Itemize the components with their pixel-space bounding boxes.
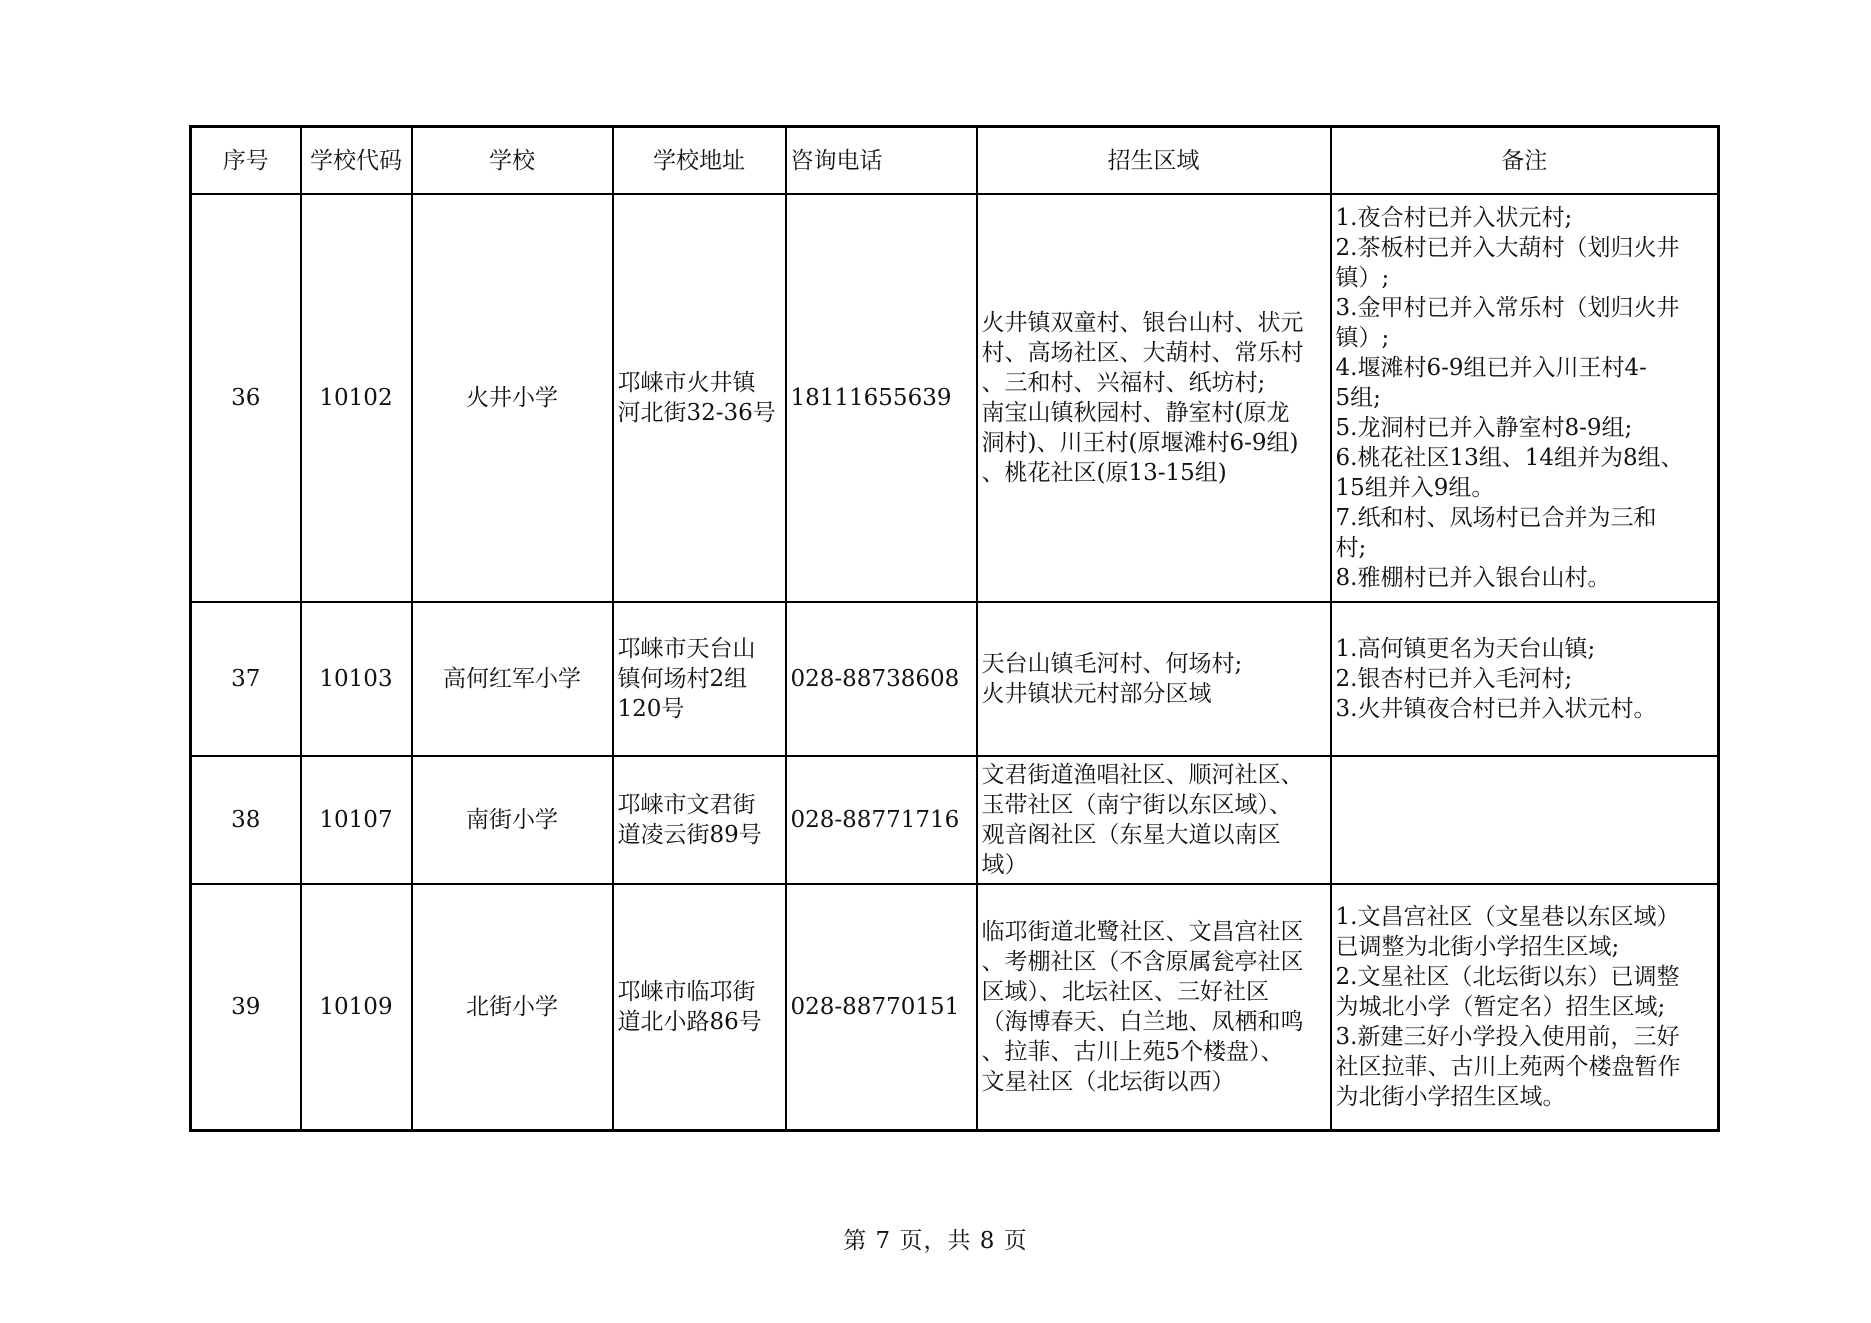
table-row [191, 756, 1719, 884]
area-line: 域） [981, 852, 1028, 878]
address-line: 邛崃市火井镇 [617, 370, 756, 396]
remark-line: 5组; [1335, 385, 1381, 411]
header-enrollment-area: 招生区域 [977, 127, 1331, 195]
cell-remarks [1331, 602, 1719, 756]
cell-address [613, 884, 786, 1130]
area-line: 区域）、北坛社区、三好社区 [981, 978, 1269, 1005]
cell-code: 10103 [301, 602, 412, 756]
area-line: 天台山镇毛河村、何场村; [981, 651, 1243, 677]
cell-remarks [1331, 194, 1719, 602]
area-line: 村、高场社区、大葫村、常乐村 [981, 340, 1304, 366]
remark-line: 社区拉菲、古川上苑两个楼盘暂作 [1335, 1053, 1681, 1080]
cell-remarks [1331, 884, 1719, 1130]
area-line: 、考棚社区（不含原属瓮亭社区 [981, 948, 1304, 975]
remark-line: 镇）; [1335, 265, 1390, 291]
cell-index: 39 [191, 884, 301, 1130]
remark-line: 1.文昌宫社区（文星巷以东区域） [1335, 903, 1680, 930]
area-line: 、桃花社区(原13-15组) [981, 460, 1227, 486]
remark-line: 4.堰滩村6-9组已并入川王村4- [1335, 355, 1647, 381]
cell-phone: 028-88771716 [786, 756, 977, 884]
table-row [191, 884, 1719, 1130]
page-number-footer: 第 7 页，共 8 页 [843, 1228, 1028, 1254]
address-line: 邛崃市临邛街 [617, 978, 756, 1005]
cell-address [613, 602, 786, 756]
table-row [191, 194, 1719, 602]
school-enrollment-table [189, 125, 1720, 1132]
area-line: 火井镇状元村部分区域 [981, 681, 1212, 707]
remark-line: 15组并入9组。 [1335, 475, 1495, 501]
remark-line: 8.雅棚村已并入银台山村。 [1335, 565, 1611, 591]
address-line: 120号 [617, 696, 685, 722]
address-line: 邛崃市文君街 [617, 792, 756, 818]
cell-code: 10102 [301, 194, 412, 602]
cell-index: 37 [191, 602, 301, 756]
area-line: 、三和村、兴福村、纸坊村; [981, 370, 1266, 396]
address-line: 道北小路86号 [617, 1008, 762, 1035]
area-line: 文星社区（北坛街以西） [981, 1068, 1235, 1095]
remark-line: 7.纸和村、凤场村已合并为三和 [1335, 505, 1657, 531]
remark-line: 6.桃花社区13组、14组并为8组、 [1335, 445, 1684, 471]
cell-area [977, 194, 1331, 602]
cell-remarks [1331, 756, 1719, 884]
cell-area [977, 884, 1331, 1130]
address-line: 镇何场村2组 [617, 666, 748, 692]
remark-line: 5.龙洞村已并入静室村8-9组; [1335, 415, 1633, 441]
header-school-code: 学校代码 [301, 127, 412, 195]
cell-code: 10109 [301, 884, 412, 1130]
header-remarks: 备注 [1331, 127, 1719, 195]
header-index: 序号 [191, 127, 301, 195]
remark-line: 为城北小学（暂定名）招生区域; [1335, 993, 1666, 1020]
area-line: 火井镇双童村、银台山村、状元 [981, 310, 1304, 336]
remark-line: 3.火井镇夜合村已并入状元村。 [1335, 696, 1657, 722]
cell-school: 南街小学 [412, 756, 613, 884]
cell-index: 38 [191, 756, 301, 884]
area-line: 临邛街道北鹭社区、文昌宫社区 [981, 918, 1304, 945]
remark-line: 已调整为北街小学招生区域; [1335, 933, 1620, 960]
table-header-row [191, 127, 1719, 195]
area-line: 文君街道渔唱社区、顺河社区、 [981, 762, 1304, 788]
cell-phone: 028-88770151 [786, 884, 977, 1130]
cell-address [613, 194, 786, 602]
cell-school: 高何红军小学 [412, 602, 613, 756]
remark-line: 2.文星社区（北坛街以东）已调整 [1335, 963, 1680, 990]
area-line: 玉带社区（南宁街以东区域）、 [981, 792, 1292, 818]
cell-code: 10107 [301, 756, 412, 884]
area-line: 、拉菲、古川上苑5个楼盘）、 [981, 1038, 1284, 1065]
table-row [191, 602, 1719, 756]
area-line: （海博春天、白兰地、凤栖和鸣 [981, 1008, 1304, 1035]
cell-school: 北街小学 [412, 884, 613, 1130]
cell-area [977, 602, 1331, 756]
cell-address [613, 756, 786, 884]
remark-line: 镇）; [1335, 325, 1390, 351]
cell-area [977, 756, 1331, 884]
remark-line: 2.银杏村已并入毛河村; [1335, 666, 1573, 692]
address-line: 道凌云街89号 [617, 822, 762, 848]
area-line: 南宝山镇秋园村、静室村(原龙 [981, 400, 1290, 426]
remark-line: 3.新建三好小学投入使用前，三好 [1335, 1023, 1680, 1050]
cell-phone: 028-88738608 [786, 602, 977, 756]
area-line: 观音阁社区（东星大道以南区 [981, 822, 1281, 848]
cell-school: 火井小学 [412, 194, 613, 602]
header-phone: 咨询电话 [786, 127, 977, 195]
remark-line: 村; [1335, 535, 1367, 561]
address-line: 河北街32-36号 [617, 400, 776, 426]
header-address: 学校地址 [613, 127, 786, 195]
remark-line: 为北街小学招生区域。 [1335, 1083, 1566, 1110]
remark-line: 1.夜合村已并入状元村; [1335, 205, 1573, 231]
header-school: 学校 [412, 127, 613, 195]
address-line: 邛崃市天台山 [617, 636, 756, 662]
area-line: 洞村)、川王村(原堰滩村6-9组) [981, 430, 1299, 456]
remark-line: 1.高何镇更名为天台山镇; [1335, 636, 1596, 662]
cell-phone: 18111655639 [786, 194, 977, 602]
remark-line: 3.金甲村已并入常乐村（划归火井 [1335, 295, 1680, 321]
cell-index: 36 [191, 194, 301, 602]
remark-line: 2.茶板村已并入大葫村（划归火井 [1335, 235, 1680, 261]
